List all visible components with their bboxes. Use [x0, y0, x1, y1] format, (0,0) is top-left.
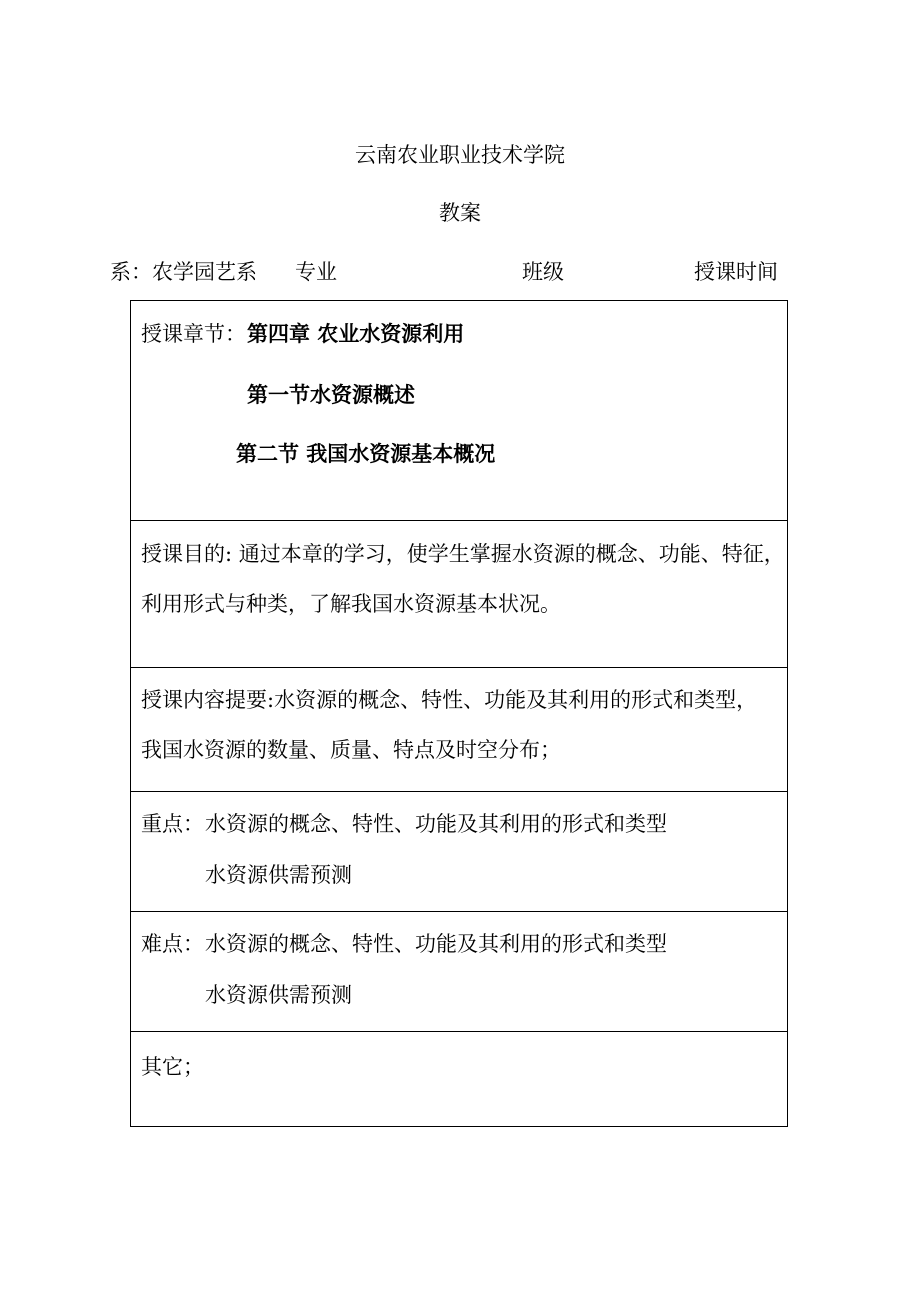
difficulties-cell [131, 912, 787, 1032]
key-points-line-2: 水资源供需预测 [205, 863, 352, 887]
department-field: 系：农学园艺系 [110, 260, 257, 284]
course-meta-row [0, 257, 920, 287]
section-two: 第二节 我国水资源基本概况 [236, 441, 496, 466]
objective-line-2: 利用形式与种类，了解我国水资源基本状况。 [141, 592, 561, 616]
lecture-time-field: 授课时间 [694, 260, 778, 284]
chapter-label: 授课章节： [141, 322, 246, 346]
other-label: 其它； [141, 1055, 204, 1079]
document-type: 教案 [439, 201, 481, 225]
chapter-title: 第四章 农业水资源利用 [247, 321, 465, 346]
class-field: 班级 [522, 260, 564, 284]
school-name: 云南农业职业技术学院 [355, 143, 565, 167]
lesson-plan-table [130, 300, 788, 1127]
key-points-cell [131, 792, 787, 912]
section-one: 第一节水资源概述 [247, 382, 415, 407]
objective-label: 授课目的: [141, 542, 233, 566]
difficulties-label: 难点： [141, 932, 204, 956]
difficulties-line-2: 水资源供需预测 [205, 983, 352, 1007]
chapter-cell [131, 301, 787, 521]
key-points-label: 重点： [141, 812, 204, 836]
difficulties-line-1: 水资源的概念、特性、功能及其利用的形式和类型 [205, 932, 667, 956]
objective-text: 通过本章的学习，使学生掌握水资源的概念、功能、特征， [232, 542, 785, 566]
major-field: 专业 [295, 260, 337, 284]
other-cell [131, 1032, 787, 1126]
content-line-2: 我国水资源的数量、质量、特点及时空分布； [141, 738, 561, 762]
objective-cell [131, 521, 787, 668]
content-line-1: 授课内容提要:水资源的概念、特性、功能及其利用的形式和类型， [141, 688, 758, 712]
key-points-line-1: 水资源的概念、特性、功能及其利用的形式和类型 [205, 812, 667, 836]
objective-line-1 [141, 539, 785, 569]
content-summary-cell [131, 668, 787, 792]
